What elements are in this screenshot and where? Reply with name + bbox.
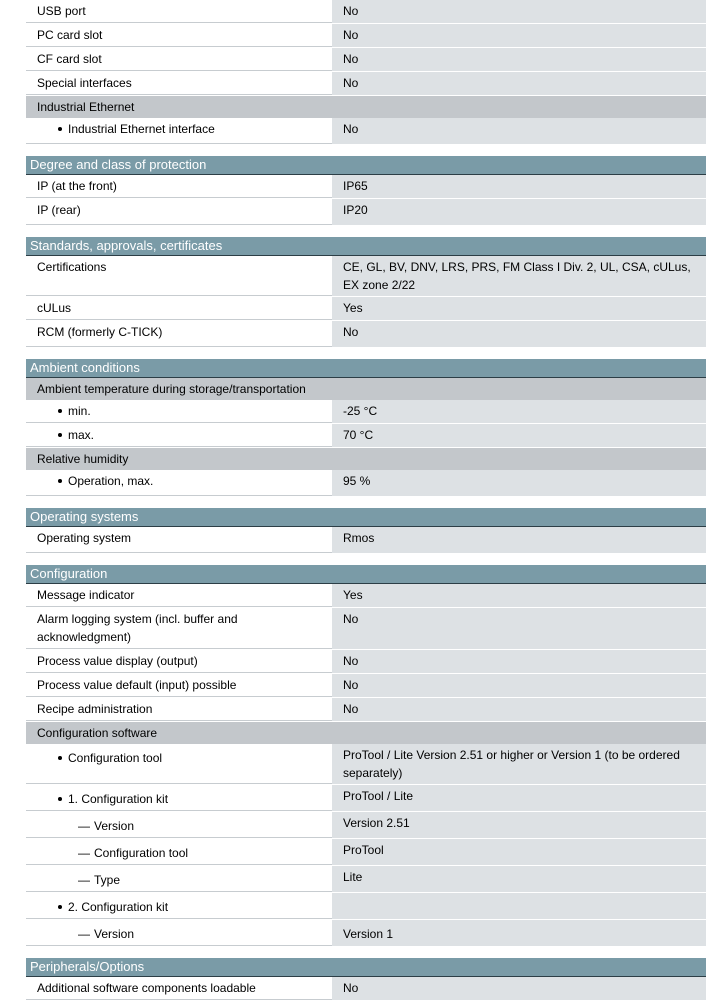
spec-label: USB port bbox=[26, 0, 332, 23]
spec-row-kit2 bbox=[26, 893, 706, 920]
dash-marker: — bbox=[78, 846, 90, 860]
spec-value: -25 °C bbox=[332, 400, 706, 423]
spec-value: No bbox=[332, 608, 706, 649]
spec-label: Additional software components loadable bbox=[26, 977, 332, 1000]
section-standards: Standards, approvals, certificates bbox=[26, 237, 706, 256]
spec-value: No bbox=[332, 977, 706, 1000]
spec-label bbox=[26, 118, 332, 144]
bullet-icon bbox=[58, 433, 62, 437]
spec-row-configuration-tool bbox=[26, 744, 706, 785]
spec-value: ProTool / Lite bbox=[332, 785, 706, 811]
spec-label: Certifications bbox=[26, 256, 332, 296]
spec-value: No bbox=[332, 72, 706, 95]
spec-label: PC card slot bbox=[26, 24, 332, 47]
spec-value: IP20 bbox=[332, 199, 706, 225]
spec-label bbox=[26, 744, 332, 784]
spec-label bbox=[26, 785, 332, 811]
spec-row-ie-interface bbox=[26, 118, 706, 145]
spec-row-temp-max bbox=[26, 424, 706, 448]
spec-row-cf-card-slot bbox=[26, 48, 706, 72]
spec-value: Version 2.51 bbox=[332, 812, 706, 838]
spec-label: IP (at the front) bbox=[26, 175, 332, 198]
spec-value: No bbox=[332, 48, 706, 71]
spec-label: Process value default (input) possible bbox=[26, 674, 332, 697]
spec-value: No bbox=[332, 698, 706, 721]
dash-marker: — bbox=[78, 927, 90, 941]
bullet-icon bbox=[58, 797, 62, 801]
spec-row-special-interfaces bbox=[26, 72, 706, 96]
spec-row-ip-rear bbox=[26, 199, 706, 226]
subheading-configuration-software: Configuration software bbox=[26, 722, 706, 744]
spec-label bbox=[26, 920, 332, 946]
spec-value bbox=[332, 893, 706, 919]
spec-value: Yes bbox=[332, 584, 706, 607]
bullet-icon bbox=[58, 756, 62, 760]
spec-row-recipe-administration bbox=[26, 698, 706, 722]
spec-label bbox=[26, 839, 332, 865]
spec-row-alarm-logging bbox=[26, 608, 706, 650]
spec-row-process-value-display bbox=[26, 650, 706, 674]
spec-label-text: Version bbox=[94, 927, 135, 941]
spec-label: Recipe administration bbox=[26, 698, 332, 721]
spec-row-message-indicator bbox=[26, 584, 706, 608]
section-protection: Degree and class of protection bbox=[26, 156, 706, 175]
spec-value: Version 1 bbox=[332, 920, 706, 946]
spec-label bbox=[26, 424, 332, 447]
spec-value: Yes bbox=[332, 297, 706, 320]
spec-label-text: 2. Configuration kit bbox=[68, 900, 169, 914]
bullet-icon bbox=[58, 479, 62, 483]
spec-label-text: Industrial Ethernet interface bbox=[68, 122, 215, 136]
spec-value: 70 °C bbox=[332, 424, 706, 447]
spec-row-ip-front bbox=[26, 175, 706, 199]
spec-row-additional-software bbox=[26, 977, 706, 1001]
spec-label-text: Configuration tool bbox=[68, 751, 163, 765]
section-ambient-conditions: Ambient conditions bbox=[26, 359, 706, 378]
spec-value: Lite bbox=[332, 866, 706, 892]
spec-row-operating-system bbox=[26, 527, 706, 554]
spec-label: RCM (formerly C-TICK) bbox=[26, 321, 332, 347]
spec-row-culus bbox=[26, 297, 706, 321]
spec-value: ProTool bbox=[332, 839, 706, 865]
bullet-icon bbox=[58, 127, 62, 131]
subheading-industrial-ethernet: Industrial Ethernet bbox=[26, 96, 706, 118]
spec-row-temp-min bbox=[26, 400, 706, 424]
spec-label: Message indicator bbox=[26, 584, 332, 607]
spec-label bbox=[26, 400, 332, 423]
spec-value: 95 % bbox=[332, 470, 706, 496]
spec-label bbox=[26, 893, 332, 919]
dash-marker: — bbox=[78, 819, 90, 833]
spec-label-text: 1. Configuration kit bbox=[68, 792, 169, 806]
spec-row-process-value-default bbox=[26, 674, 706, 698]
spec-row-rcm bbox=[26, 321, 706, 348]
spec-label-text: Type bbox=[94, 873, 121, 887]
spec-label bbox=[26, 812, 332, 838]
spec-value: No bbox=[332, 674, 706, 697]
spec-label-text: min. bbox=[68, 404, 91, 418]
spec-value: No bbox=[332, 650, 706, 673]
subheading-storage-temperature: Ambient temperature during storage/transportation bbox=[26, 378, 706, 400]
spec-row-kit2-version bbox=[26, 920, 706, 947]
spec-value: CE, GL, BV, DNV, LRS, PRS, FM Class I Div. 2, UL, CSA, cULus, EX zone 2/22 bbox=[332, 256, 706, 296]
subheading-relative-humidity: Relative humidity bbox=[26, 448, 706, 470]
dash-marker: — bbox=[78, 873, 90, 887]
spec-row-humidity bbox=[26, 470, 706, 497]
spec-value: No bbox=[332, 0, 706, 23]
spec-value: No bbox=[332, 118, 706, 144]
spec-label-text: Configuration tool bbox=[94, 846, 189, 860]
spec-row-kit1-type bbox=[26, 866, 706, 893]
spec-value: No bbox=[332, 24, 706, 47]
spec-label: Special interfaces bbox=[26, 72, 332, 95]
spec-label-text: max. bbox=[68, 428, 95, 442]
spec-row-kit1 bbox=[26, 785, 706, 812]
spec-label-text: Version bbox=[94, 819, 135, 833]
spec-row-kit1-version bbox=[26, 812, 706, 839]
section-peripherals-options: Peripherals/Options bbox=[26, 958, 706, 977]
spec-label: Alarm logging system (incl. buffer and acknowledgment) bbox=[26, 608, 332, 649]
spec-value: IP65 bbox=[332, 175, 706, 198]
spec-row-certifications bbox=[26, 256, 706, 297]
spec-label bbox=[26, 866, 332, 892]
spec-label: IP (rear) bbox=[26, 199, 332, 225]
bullet-icon bbox=[58, 905, 62, 909]
spec-row-pc-card-slot bbox=[26, 24, 706, 48]
spec-label: cULus bbox=[26, 297, 332, 320]
spec-label: Process value display (output) bbox=[26, 650, 332, 673]
spec-row-kit1-tool bbox=[26, 839, 706, 866]
spec-sheet bbox=[26, 0, 706, 1001]
spec-label-text: Operation, max. bbox=[68, 474, 154, 488]
spec-value: No bbox=[332, 321, 706, 347]
spec-label bbox=[26, 470, 332, 496]
bullet-icon bbox=[58, 409, 62, 413]
section-operating-systems: Operating systems bbox=[26, 508, 706, 527]
section-configuration: Configuration bbox=[26, 565, 706, 584]
spec-row-usb-port bbox=[26, 0, 706, 24]
spec-label: Operating system bbox=[26, 527, 332, 553]
spec-label: CF card slot bbox=[26, 48, 332, 71]
spec-value: Rmos bbox=[332, 527, 706, 553]
spec-value: ProTool / Lite Version 2.51 or higher or Version 1 (to be ordered separately) bbox=[332, 744, 706, 784]
